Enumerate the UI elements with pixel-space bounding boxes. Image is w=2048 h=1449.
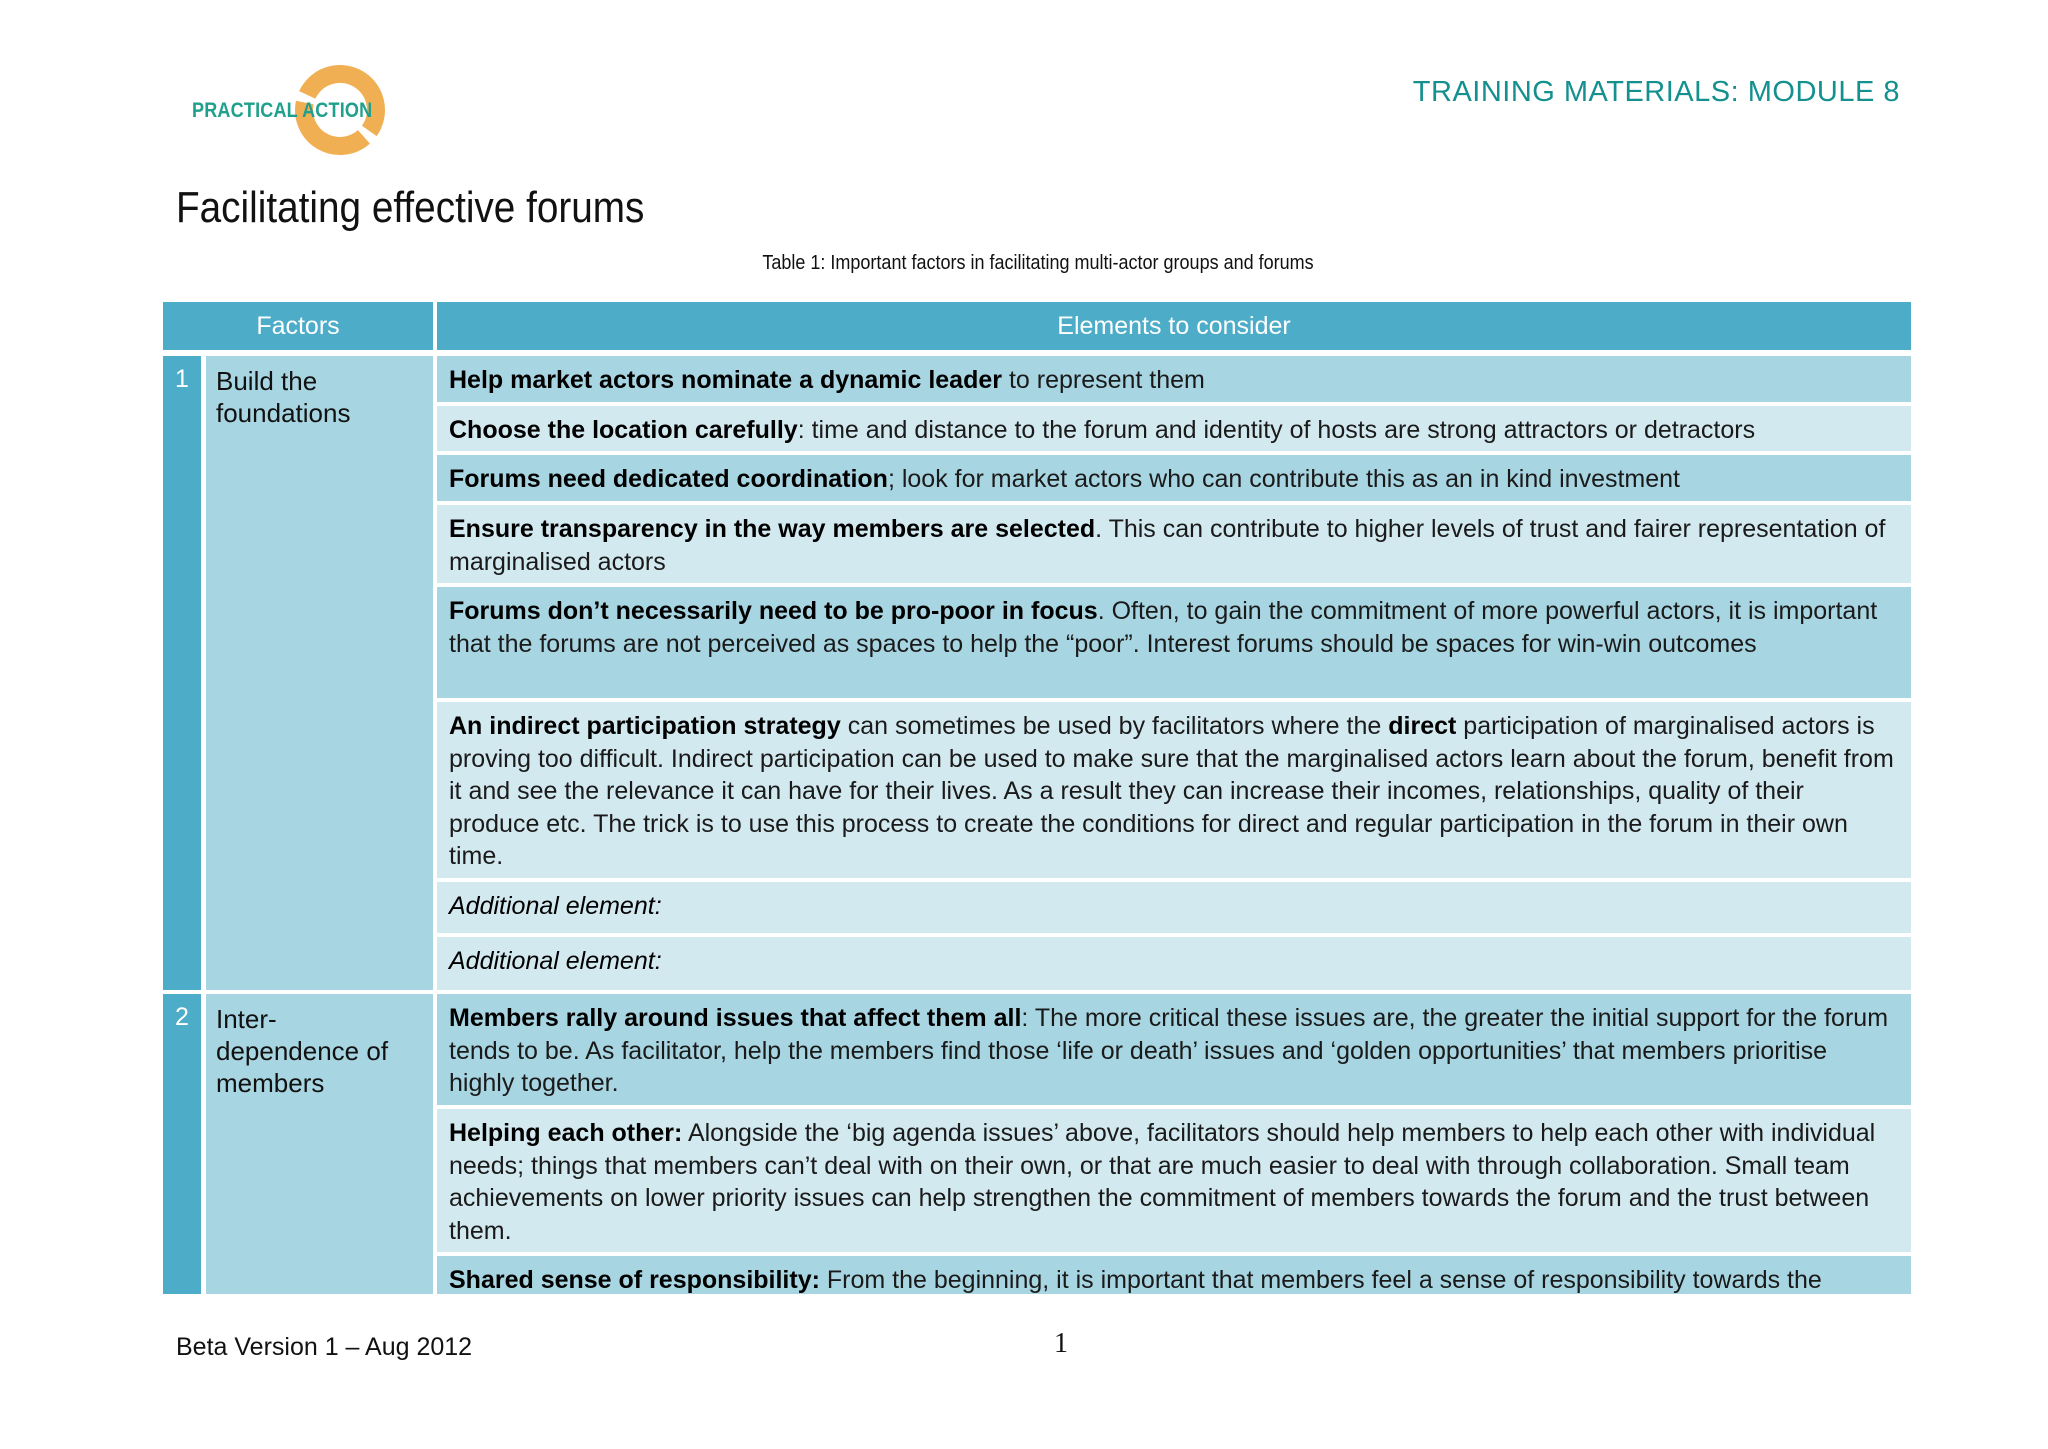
element-bold: Choose the location carefully xyxy=(449,416,798,444)
header-factors: Factors xyxy=(163,302,433,350)
element-text: From the beginning, it is important that members feel a sense of responsibility towards the xyxy=(819,1266,1822,1294)
element-row xyxy=(437,587,1911,698)
element-text: to represent them xyxy=(1002,366,1205,394)
practical-action-logo xyxy=(188,62,400,158)
page-number: 1 xyxy=(1054,1328,1068,1359)
element-row xyxy=(437,505,1911,583)
element-text: can sometimes be used by facilitators where the xyxy=(840,712,1389,740)
factor-label: Build the foundations xyxy=(206,356,433,990)
additional-element-label: Additional element: xyxy=(449,892,662,920)
factor-label-line: Inter- xyxy=(216,1004,277,1034)
element-row xyxy=(437,455,1911,501)
header-elements: Elements to consider xyxy=(437,302,1911,350)
factors-table xyxy=(163,302,1911,1294)
element-row xyxy=(437,356,1911,402)
element-text: ; look for market actors who can contribute this as an in kind investment xyxy=(887,465,1680,493)
page-title: Facilitating effective forums xyxy=(176,183,645,232)
element-bold: Forums don’t necessarily need to be pro-poor in focus xyxy=(449,597,1098,625)
factor-label xyxy=(206,994,433,1294)
element-text: : The more critical these issues are, the greater the initial support for the forum tends to be. As facilitator, help the members find those ‘life or death’ issues and ‘golden opportunities’ that members prioritise highly together. xyxy=(449,1004,1889,1097)
factor-number: 1 xyxy=(163,356,201,990)
factor-label-line: members xyxy=(216,1068,325,1098)
element-row-additional xyxy=(437,882,1911,933)
factor-group-1 xyxy=(163,356,1911,990)
element-bold: Shared sense of responsibility: xyxy=(449,1266,820,1294)
element-row xyxy=(437,1109,1911,1252)
element-row xyxy=(437,406,1911,451)
element-bold: Ensure transparency in the way members are selected xyxy=(449,515,1096,543)
element-row xyxy=(437,1256,1911,1294)
element-row xyxy=(437,702,1911,878)
element-row-additional xyxy=(437,937,1911,990)
factor-group-2 xyxy=(163,994,1911,1294)
element-bold: An indirect participation strategy xyxy=(449,712,841,740)
table-caption: Table 1: Important factors in facilitating multi-actor groups and forums xyxy=(762,252,1314,274)
factor-label-line: dependence of xyxy=(216,1036,389,1066)
element-bold: Help market actors nominate a dynamic leader xyxy=(449,366,1002,394)
module-title: TRAINING MATERIALS: MODULE 8 xyxy=(1412,76,1900,108)
element-row xyxy=(437,994,1911,1105)
footer-version: Beta Version 1 – Aug 2012 xyxy=(176,1333,473,1361)
element-text: participation of marginalised actors is proving too difficult. Indirect participation can be used to make sure that the marginalised actors learn about the forum, benefit from it and see the relevance it can have for their lives. As a result they can increase their incomes, relationships, quality of their produce etc. The trick is to use this process to create the conditions for direct and regular participation in the forum in their own time. xyxy=(449,712,1894,870)
element-text: . Often, to gain the commitment of more powerful actors, it is important that the forums are not perceived as spaces to help the “poor”. Interest forums should be spaces for win-win outcomes xyxy=(449,597,1878,658)
element-bold: Forums need dedicated coordination xyxy=(449,465,888,493)
element-bold: direct xyxy=(1388,712,1457,740)
factor-number: 2 xyxy=(163,994,201,1294)
element-bold: Members rally around issues that affect them all xyxy=(449,1004,1022,1032)
element-text: Alongside the ‘big agenda issues’ above, facilitators should help members to help each other with individual needs; things that members can’t deal with on their own, or that are much easier to deal with through collaboration. Small team achievements on lower priority issues can help strengthen the commitment of members towards the forum and the trust between them. xyxy=(449,1119,1876,1245)
element-text: . This can contribute to higher levels of trust and fairer representation of marginalised actors xyxy=(449,515,1886,576)
element-text: : time and distance to the forum and identity of hosts are strong attractors or detractors xyxy=(797,416,1756,444)
logo-text: PRACTICAL ACTION xyxy=(192,99,373,122)
element-bold: Helping each other: xyxy=(449,1119,683,1147)
table-header xyxy=(163,302,1911,350)
additional-element-label: Additional element: xyxy=(449,947,662,975)
